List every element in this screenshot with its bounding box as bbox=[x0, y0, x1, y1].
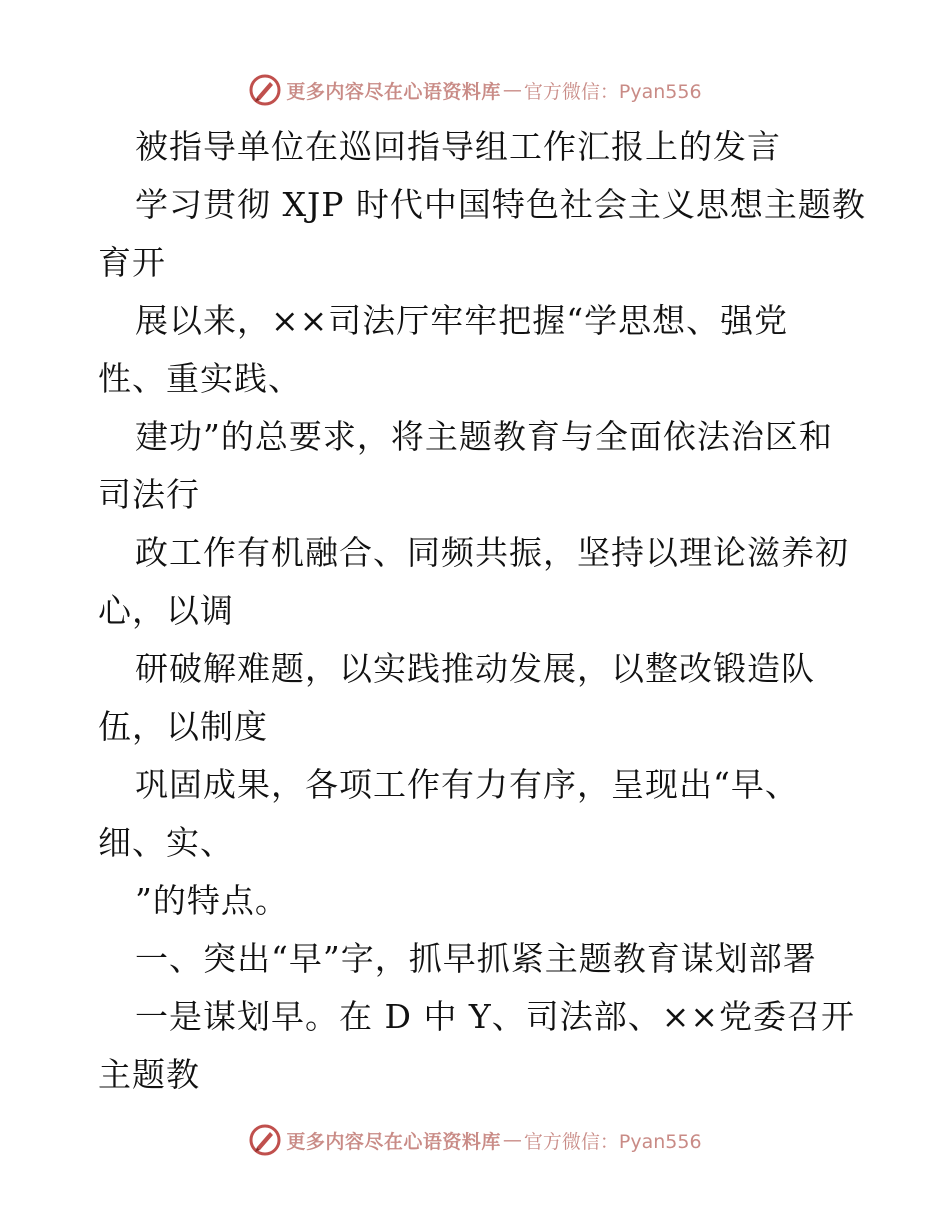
pen-logo-icon bbox=[248, 73, 282, 107]
paragraph-line: 司法行 bbox=[98, 475, 200, 514]
pen-logo-icon bbox=[248, 1123, 282, 1157]
paragraph-line: 细、实、 bbox=[98, 823, 234, 862]
section-heading: 一、突出“早”字，抓早抓紧主题教育谋划部署 bbox=[135, 939, 817, 978]
document-title: 被指导单位在巡回指导组工作汇报上的发言 bbox=[135, 127, 781, 166]
paragraph-line: 政工作有机融合、同频共振，坚持以理论滋养初 bbox=[135, 533, 849, 572]
paragraph-line: 建功”的总要求，将主题教育与全面依法治区和 bbox=[135, 417, 833, 456]
paragraph-line: 研破解难题，以实践推动发展，以整改锻造队 bbox=[135, 649, 815, 688]
document-body bbox=[98, 118, 866, 1104]
paragraph-line: 一是谋划早。在 D 中 Y、司法部、××党委召开 bbox=[135, 997, 856, 1036]
watermark-separator: — bbox=[502, 79, 522, 101]
paragraph-line: 性、重实践、 bbox=[98, 359, 302, 398]
paragraph-line: 心，以调 bbox=[98, 591, 234, 630]
paragraph-line: 伍，以制度 bbox=[98, 707, 268, 746]
paragraph-line: 主题教 bbox=[98, 1055, 200, 1094]
footer-watermark-banner bbox=[0, 1120, 950, 1160]
paragraph-line: 育开 bbox=[98, 243, 166, 282]
paragraph-line: 学习贯彻 XJP 时代中国特色社会主义思想主题教 bbox=[135, 185, 866, 224]
watermark-text: 更多内容尽在心语资料库 bbox=[286, 80, 501, 103]
paragraph-line: 巩固成果，各项工作有力有序，呈现出“早、 bbox=[135, 765, 799, 804]
header-watermark-banner bbox=[0, 70, 950, 110]
watermark-wechat: 官方微信：Pyan556 bbox=[523, 1130, 702, 1153]
watermark-separator: — bbox=[502, 1129, 522, 1151]
watermark-wechat: 官方微信：Pyan556 bbox=[523, 80, 702, 103]
paragraph-line: 展以来，××司法厅牢牢把握“学思想、强党 bbox=[135, 301, 789, 340]
watermark-text: 更多内容尽在心语资料库 bbox=[286, 1130, 501, 1153]
paragraph-line: ”的特点。 bbox=[135, 881, 289, 920]
